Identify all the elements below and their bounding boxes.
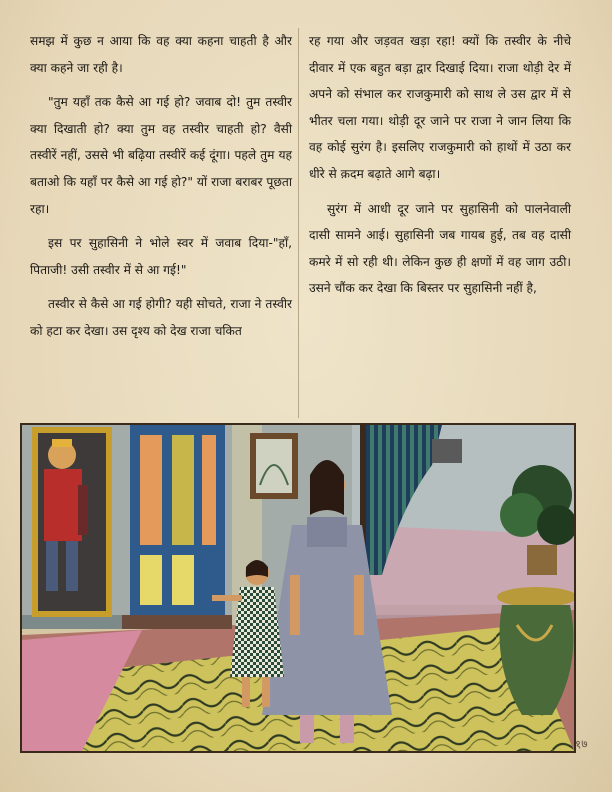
paragraph: तस्वीर से कैसे आ गई होगी? यही सोचते, राजा ने तस्वीर को हटा कर देखा। उस दृश्य को देख राजा चकित <box>30 297 292 338</box>
paragraph: सुरंग में आधी दूर जाने पर सुहासिनी को पालनेवाली दासी सामने आई। सुहासिनी जब गायब हुई, तब वह दासी कमरे में सो रही थी। लेकिन कुछ ही क्षणों में वह जाग उठी। उसने चौंक कर देखा कि बिस्तर पर सुहासिनी नहीं है, <box>309 201 571 296</box>
illustration-scene <box>22 425 574 751</box>
left-text-column <box>30 28 292 353</box>
paragraph: इस पर सुहासिनी ने भोले स्वर में जवाब दिया-"हाँ, पिताजी! उसी तस्वीर में से आ गई!" <box>30 236 292 277</box>
paragraph: "तुम यहाँ तक कैसे आ गई हो? जवाब दो! तुम तस्वीर क्या दिखाती हो? क्या तुम वह तस्वीर चाहती हो? वैसी तस्वीरें नहीं, उससे भी बढ़िया तस्वीरें कई दूंगा। पहले तुम यह बताओ कि यहाँ पर कैसे आ गई हो?" यों राजा बराबर पूछता रहा। <box>30 95 292 216</box>
paragraph: रह गया और जड़वत खड़ा रहा! क्यों कि तस्वीर के नीचे दीवार में एक बहुत बड़ा द्वार दिखाई दिया। राजा थोड़ी देर में अपने को संभाल कर राजकुमारी को साथ ले उस द्वार में से भीतर चला गया। थोड़ी दूर जाने पर राजा ने जान लिया कि वह कोई सुरंग है। इसलिए राजकुमारी को हाथों में उठा कर धीरे से क़दम बढ़ाते आगे बढ़ा। <box>309 34 571 181</box>
column-divider <box>298 28 299 418</box>
page-number: १७ <box>574 736 589 752</box>
paragraph: समझ में कुछ न आया कि वह क्या कहना चाहती है और क्या कहने जा रही है। <box>30 34 292 75</box>
story-illustration <box>20 423 576 753</box>
right-text-column <box>309 28 571 310</box>
